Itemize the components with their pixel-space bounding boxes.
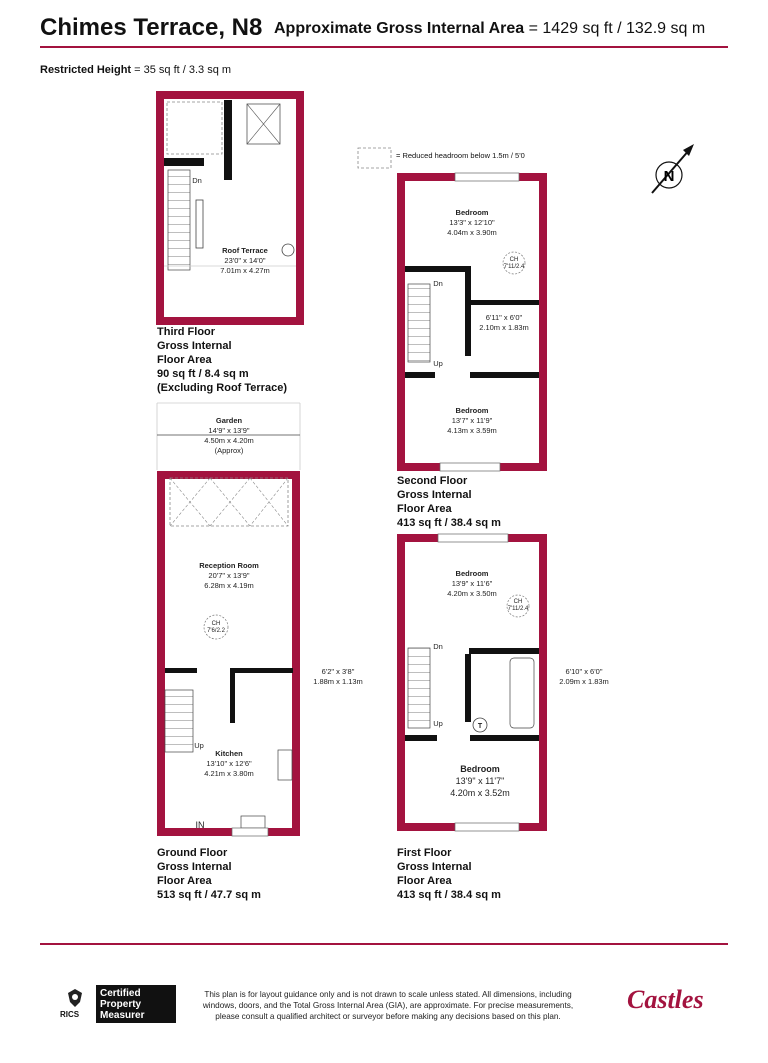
caption-line: Gross Internal [397, 489, 472, 501]
compass-letter: N [663, 168, 675, 185]
first-floor-stairs [408, 648, 430, 728]
caption-line: Gross Internal [157, 861, 232, 873]
second-floor-dn: Dn [433, 279, 443, 288]
first-bedroom-top-imperial: 13'9" x 11'6" [451, 579, 493, 588]
second-floor-up: Up [433, 359, 443, 368]
footer-divider [40, 943, 728, 945]
second-floor-window-bottom [440, 463, 500, 471]
caption-line: Third Floor [157, 326, 216, 338]
ground-floor-plan [157, 403, 363, 836]
first-floor-ch-height: 7'11/2.4 [507, 606, 529, 612]
first-floor-up: Up [433, 719, 443, 728]
second-bath-imperial: 6'11" x 6'0" [485, 313, 523, 322]
roof-terrace-metric: 7.01m x 4.27m [220, 266, 270, 275]
compass-icon [652, 144, 694, 193]
caption-line: (Excluding Roof Terrace) [157, 382, 287, 394]
caption-line: 513 sq ft / 47.7 sq m [157, 889, 261, 901]
first-bedroom-bottom-metric: 4.20m x 3.52m [450, 788, 510, 798]
reception-imperial: 20'7" x 13'9" [208, 571, 250, 580]
caption-line: First Floor [397, 847, 452, 859]
kitchen-name: Kitchen [215, 749, 243, 758]
first-floor-plan [401, 534, 609, 831]
sink [241, 816, 265, 828]
roof-terrace-imperial: 23'0" x 14'0" [224, 256, 266, 265]
ground-floor-ch-label: CH [211, 621, 221, 627]
restricted-height-label: Restricted Height [40, 64, 132, 76]
reception-name: Reception Room [199, 561, 259, 570]
garden-imperial: 14'9" x 13'9" [208, 426, 250, 435]
first-bedroom-top-metric: 4.20m x 3.50m [447, 589, 497, 598]
caption-line: Floor Area [157, 354, 212, 366]
total-area-label: Approximate Gross Internal Area [274, 20, 525, 37]
brand-logo: Castles [627, 985, 704, 1014]
first-bath-metric: 2.09m x 1.83m [559, 677, 609, 686]
second-bedroom-top-name: Bedroom [455, 208, 489, 217]
badge-line: Property [100, 999, 142, 1010]
caption-line: Gross Internal [397, 861, 472, 873]
third-floor-stairs [168, 170, 190, 270]
bathtub [510, 658, 534, 728]
second-bedroom-bottom-metric: 4.13m x 3.59m [447, 426, 497, 435]
ground-floor-window [232, 828, 268, 836]
wc-imperial: 6'2" x 3'8" [321, 667, 355, 676]
second-floor-window-top [455, 173, 519, 181]
kitchen-imperial: 13'10" x 12'6" [206, 759, 252, 768]
second-bedroom-top-imperial: 13'3" x 12'10" [449, 218, 495, 227]
garden-name: Garden [215, 416, 243, 425]
garden-note: (Approx) [214, 446, 244, 455]
second-floor-caption [397, 474, 501, 530]
first-bedroom-bottom-imperial: 13'9" x 11'7" [455, 776, 505, 786]
badge-line: Certified [100, 988, 141, 999]
ground-floor-ch-height: 7'6/2.2 [207, 628, 225, 634]
hob [278, 750, 292, 780]
ground-floor-up: Up [194, 741, 204, 750]
badge-line: Measurer [100, 1010, 145, 1021]
second-bath-metric: 2.10m x 1.83m [479, 323, 529, 332]
certified-measurer-badge [96, 985, 176, 1023]
second-floor-stairs [408, 284, 430, 362]
first-bedroom-top-name: Bedroom [455, 569, 489, 578]
first-floor-window-top [438, 534, 508, 542]
entrance-label: IN [195, 820, 205, 830]
disclaimer: This plan is for layout guidance only and is not drawn to scale unless stated. All dimensions, including windows, doors, and the Total Gross Internal Area (GIA), are approximate. For precise measurements, please consult a qualified architect or surveyor before making any decisions based on this plan. [202, 990, 574, 1021]
first-floor-caption [397, 846, 501, 902]
legend-text: = Reduced headroom below 1.5m / 5'0 [396, 151, 525, 160]
roof-terrace-name: Roof Terrace [222, 246, 268, 255]
first-bath-imperial: 6'10" x 6'0" [565, 667, 603, 676]
third-floor-plan [160, 95, 300, 321]
ground-floor-reduced-headroom [170, 478, 288, 526]
second-bedroom-top-metric: 4.04m x 3.90m [447, 228, 497, 237]
caption-line: Ground Floor [157, 847, 228, 859]
first-bedroom-bottom-name: Bedroom [460, 764, 500, 774]
second-floor-plan [401, 173, 543, 471]
second-floor-ch-marker [503, 252, 525, 274]
rics-crest-icon [62, 988, 88, 1008]
ground-floor-ch-marker [204, 615, 228, 639]
tank-label: T [477, 723, 483, 730]
caption-line: Floor Area [397, 503, 452, 515]
ground-floor-walls [161, 475, 296, 832]
caption-line: Gross Internal [157, 340, 232, 352]
first-floor-ch-label: CH [513, 599, 523, 605]
second-bedroom-bottom-imperial: 13'7" x 11'9" [451, 416, 493, 425]
rics-logo-text: RICS [60, 1010, 80, 1019]
second-floor-ch-label: CH [509, 257, 519, 263]
total-area-value: = 1429 sq ft / 132.9 sq m [528, 20, 706, 37]
caption-line: 413 sq ft / 38.4 sq m [397, 517, 501, 529]
ground-floor-caption [157, 846, 261, 902]
caption-line: Second Floor [397, 475, 468, 487]
kitchen-metric: 4.21m x 3.80m [204, 769, 254, 778]
second-bedroom-bottom-name: Bedroom [455, 406, 489, 415]
third-floor-dn: Dn [192, 176, 202, 185]
page-title: Chimes Terrace, N8 [40, 14, 263, 41]
first-floor-dn: Dn [433, 642, 443, 651]
caption-line: Floor Area [397, 875, 452, 887]
caption-line: 413 sq ft / 38.4 sq m [397, 889, 501, 901]
wc-metric: 1.88m x 1.13m [313, 677, 363, 686]
caption-line: Floor Area [157, 875, 212, 887]
first-floor-window-bottom [455, 823, 519, 831]
garden-metric: 4.50m x 4.20m [204, 436, 254, 445]
second-floor-ch-height: 7'11/2.4 [503, 264, 525, 270]
third-floor-caption [157, 325, 287, 395]
restricted-height-value: = 35 sq ft / 3.3 sq m [134, 64, 232, 76]
legend-swatch [358, 148, 391, 168]
caption-line: 90 sq ft / 8.4 sq m [157, 368, 249, 380]
ground-floor-stairs [165, 690, 193, 752]
third-floor-partition [224, 100, 232, 180]
reception-metric: 6.28m x 4.19m [204, 581, 254, 590]
third-floor-reduced-headroom [167, 102, 222, 154]
